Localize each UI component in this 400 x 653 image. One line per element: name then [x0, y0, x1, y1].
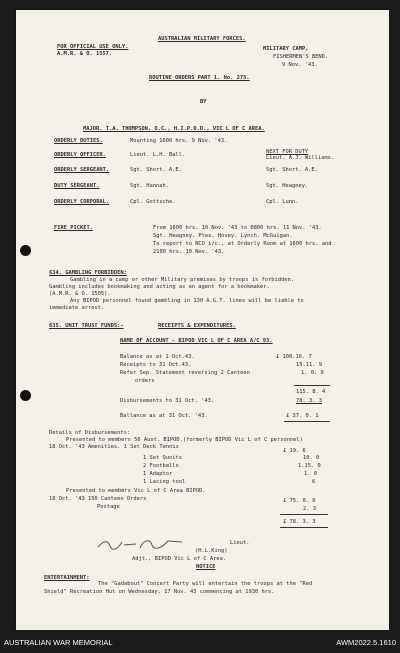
duty-value: Mounting 1600 hrs. 9 Nov. '43.: [130, 138, 228, 144]
entertainment-heading: ENTERTAINMENT:: [44, 575, 90, 581]
gambling-line: Gambling in a camp or other Military premises by troops is forbidden.: [70, 277, 294, 283]
duty-label: ORDERLY SERGEANT.: [54, 167, 110, 173]
picket-line: 2100 hrs. 10 Nov. '43.: [153, 249, 225, 255]
funds-row-amount: £ 100.16. 7: [276, 354, 312, 360]
disb-line: Presented to members Vic L of C Area BIPOD.: [66, 488, 206, 494]
funds-row-amount: 115. 8. 4: [296, 389, 326, 395]
camp-label: MILITARY CAMP,: [263, 46, 309, 52]
disb-item: 1 Set Quoits: [143, 455, 182, 461]
account-name: NAME OF ACCOUNT - BIPOD VIC L OF C AREA A/C 93.: [120, 338, 273, 344]
handwritten-signature: [96, 536, 186, 552]
disb-item-amount: 6: [312, 479, 316, 485]
duty-label: DUTY SERGEANT.: [54, 183, 100, 189]
disb-item: 1 Lacing tool: [143, 479, 186, 485]
signature-rank: Lieut.: [230, 540, 250, 546]
sum-rule: [294, 385, 330, 386]
disb-line: 18 Oct. '43 Amenities. 1 Set Deck Tennis: [49, 444, 179, 450]
doc-title: AUSTRALIAN MILITARY FORCES.: [158, 36, 246, 42]
funds-row-amount: 78. 3. 3: [296, 398, 322, 404]
duty-value: Cpl. Gottsche.: [130, 199, 176, 205]
camp-place: FISHERMEN'S BEND.: [273, 54, 329, 60]
gambling-line: immediate arrest.: [49, 305, 105, 311]
by-label: BY: [200, 99, 207, 105]
funds-row-label: orders: [135, 378, 155, 384]
total-rule: [284, 421, 330, 422]
duty-next-value: Cpl. Lunn.: [266, 199, 299, 205]
funds-heading: 635. UNIT TRUST FUNDS:-: [49, 323, 124, 329]
picket-line: Sgt. Heagney. Ptes. Hovey. Lynch. McGuigan.: [153, 233, 293, 239]
disb-item: 2 Footballs: [143, 463, 179, 469]
sum-rule: [280, 514, 328, 515]
header-date: 9 Nov. '43.: [282, 62, 318, 68]
signature-name: (H.L.King): [195, 548, 228, 554]
duty-next-value: Lieut. A.J. Williams.: [266, 155, 335, 161]
funds-row-label: Disbursements to 31 Oct. '43.: [120, 398, 215, 404]
issuing-officer: MAJOR. T.A. THOMPSON, O.C., H.I.P.O.D., VIC L OF C AREA.: [83, 126, 265, 132]
picket-label: FIRE PICKET.: [54, 225, 93, 231]
next-for-duty: NEXT FOR DUTY: [266, 149, 309, 155]
archive-footer: [0, 630, 400, 653]
gambling-line: (A.M.R. & O. 1505).: [49, 291, 111, 297]
binder-hole: [20, 245, 31, 256]
disb-line: Postage: [97, 504, 120, 510]
funds-subheading: RECEIPTS & EXPENDITURES.: [158, 323, 236, 329]
picket-line: To report to NCO i/c., at Orderly Room at 1600 hrs. and: [153, 241, 332, 247]
binder-hole: [20, 390, 31, 401]
duty-value: Lieut. L.H. Ball.: [130, 152, 186, 158]
duty-label: ORDERLY OFFICER.: [54, 152, 106, 158]
disb-item: 1 Adaptor: [143, 471, 173, 477]
disb-item-amount: 1.15. 0: [298, 463, 321, 469]
total-rule: [280, 527, 328, 528]
funds-row-label: Receipts to 31 Oct.43.: [120, 362, 192, 368]
disb-item-amount: 1. 0: [304, 471, 317, 477]
notice-heading: NOTICE: [196, 564, 216, 570]
disb-total: £ 78. 3. 3: [283, 519, 316, 525]
disb-heading: Details of Disbursements:: [49, 430, 131, 436]
funds-row-label: Refer Sep. Statement reversing 2 Canteen: [120, 370, 250, 376]
archive-name: AUSTRALIAN WAR MEMORIAL: [4, 638, 113, 647]
funds-row-amount: 15.11. 9: [296, 362, 322, 368]
entertainment-line: Shield" Recreation Hut on Wednesday, 17 Nov. 43 commencing at 1930 hrs.: [44, 589, 275, 595]
official-use: FOR OFFICIAL USE ONLY.: [57, 44, 129, 50]
picket-line: From 1600 hrs. 10 Nov. '43 to 0800 hrs. 11 Nov. '43.: [153, 225, 322, 231]
signature-title: Adjt., BIPOD Vic L of C Area.: [132, 556, 227, 562]
gambling-line: Gambling includes bookmaking and acting as an agent for a bookmaker.: [49, 284, 270, 290]
duty-value: Sgt. Hannah.: [130, 183, 169, 189]
funds-row-label: Ballance as at 31 Oct. '43.: [120, 413, 208, 419]
funds-row-label: Balance as at 1 Oct.43.: [120, 354, 195, 360]
disb-item-amount: 10. 0: [303, 455, 320, 461]
disb-amount: £ 19. 6: [283, 448, 306, 454]
duty-label: ORDERLY DUTIES.: [54, 138, 103, 144]
archive-reference: AWM2022.5.1610: [336, 638, 396, 647]
disb-amount: 2. 3: [303, 506, 316, 512]
disb-line: 18 Oct. '43 150 Canteen Orders: [49, 496, 147, 502]
gambling-line: Any BIPOD personnel found gambling in 130 A.G.T. lines will be liable to: [70, 298, 304, 304]
gambling-heading: 634. GAMBLING FORBIDDEN:: [49, 270, 127, 276]
routine-title: ROUTINE ORDERS PART 1. No. 275.: [149, 75, 250, 81]
duty-label: ORDERLY CORPORAL.: [54, 199, 110, 205]
entertainment-line: The "Gadabout" Concert Party will entertain the troops at the "Red: [98, 581, 313, 587]
funds-row-amount: £ 37. 0. 1: [286, 413, 319, 419]
official-ref: A.M.R. & O. 1557.: [57, 51, 113, 57]
duty-next-value: Sgt. Heagney.: [266, 183, 309, 189]
disb-amount: £ 75. 0. 0: [283, 498, 316, 504]
duty-value: Sgt. Short. A.E.: [130, 167, 182, 173]
disb-line: Presented to members 56 Aust. BIPOD.(formerly BIPOD Vic L of C personnel): [66, 437, 303, 443]
funds-row-amount: 1. 0. 0: [301, 370, 324, 376]
duty-next-value: Sgt. Short. A.E.: [266, 167, 318, 173]
